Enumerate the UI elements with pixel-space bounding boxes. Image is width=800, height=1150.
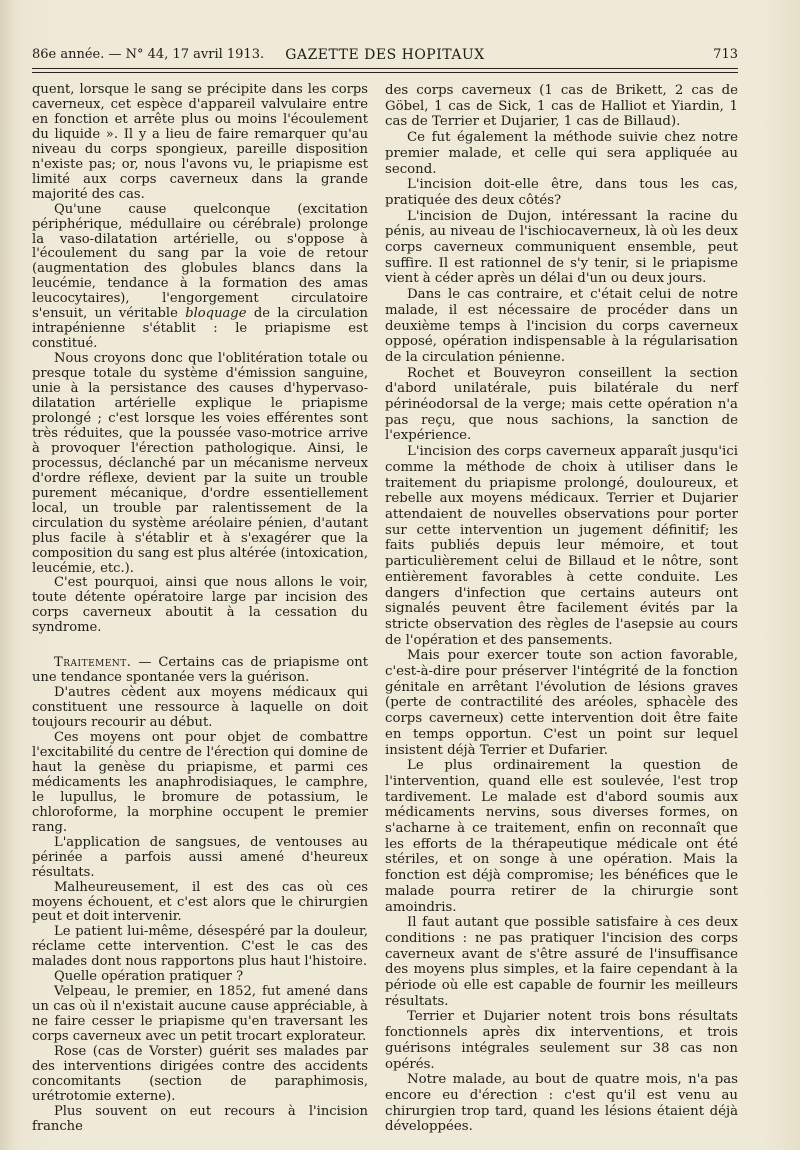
paragraph: Ces moyens ont pour objet de combattre l'excitabilité du centre de l'érection qui domine de haut la genèse du priapisme, et parmi ces médicaments les anaphrodisiaques, le camphre, le lupullus, le bromure de potassium, le chloroforme, la morphine occupent le premier rang. [32,730,368,835]
emphasis: bloquage [185,306,247,322]
paragraph: Dans le cas contraire, et c'était celui de notre malade, il est nécessaire de procéder dans un deuxième temps à l'incision du corps caverneux opposé, opération indispensable à la régularisation de la circulation pénienne. [385,287,738,365]
paragraph: Quelle opération pratiquer ? [54,969,244,985]
paragraph: Il faut autant que possible satisfaire à ces deux conditions : ne pas pratiquer l'incision des corps caverneux avant de s'être assuré de l'insuffisance des moyens plus simples, et la faire cependant à la période où elle est capable de fournir les meilleurs résultats. [385,915,738,1009]
paragraph: des corps caverneux (1 cas de Brikett, 2 cas de Göbel, 1 cas de Sick, 1 cas de Halliot et Yiardin, 1 cas de Terrier et Dujarier, 1 cas de Billaud). [385,83,738,130]
paragraph: C'est pourquoi, ainsi que nous allons le voir, toute détente opératoire large par incision des corps caverneux aboutit à la cessation du syndrome. [32,575,368,636]
paragraph [32,203,368,353]
paragraph: Le plus ordinairement la question de l'intervention, quand elle est soulevée, l'est trop tardivement. Le malade est d'abord soumis aux médicaments nervins, sous diverses formes, on s'acharne à ce traitement, enfin on reconnaît que les efforts de la thérapeutique médicale ont été stériles, et on songe à une opération. Mais la fonction est déjà compromise; les bénéfices que le malade pourra retirer de la chirurgie sont amoindris. [385,758,738,915]
paragraph: L'application de sangsues, de ventouses au périnée a parfois aussi amené d'heureux résultats. [32,834,368,880]
section-heading: Traitement. [54,655,132,671]
paragraph: Terrier et Dujarier notent trois bons résultats fonctionnels après dix interventions, et trois guérisons intégrales seulement sur 38 cas non opérés. [385,1009,738,1072]
paragraph: Notre malade, au bout de quatre mois, n'a pas encore eu d'érection : c'est qu'il est venu au chirurgien trop tard, quand les lésions étaient déjà développées. [385,1072,738,1135]
paragraph: Nous croyons donc que l'oblitération totale ou presque totale du système d'émission sanguine, unie à la persistance des causes d'hypervaso-dilatation artérielle explique le priapisme prolongé ; c'est lorsque les voies efférentes sont très réduites, que la poussée vaso-motrice arrive à provoquer l'érection pathologique. Ainsi, le processus, déclanché par un mécanisme nerveux d'ordre réflexe, devient par la suite un trouble purement mécanique, d'ordre essentiellement local, un trouble par ralentissement de la circulation du système aréolaire pénien, d'autant plus facile à s'établir et à s'exagérer que la composition du sang est plus altérée (intoxication, leucémie, etc.). [32,351,368,576]
paragraph: Rose (cas de Vorster) guérit ses malades par des interventions dirigées contre des accidents concomitants (section de paraphimosis, urétrotomie externe). [32,1044,368,1104]
left-column [32,83,368,1135]
paragraph: L'incision doit-elle être, dans tous les cas, pratiquée des deux côtés? [385,177,738,208]
page-number: 713 [713,47,738,62]
paragraph: L'incision de Dujon, intéressant la racine du pénis, au niveau de l'ischiocaverneux, là où les deux corps caverneux communiquent ensemble, peut suffire. Il est rationnel de s'y tenir, si le priapisme vient à céder après un délai d'un ou deux jours. [385,208,738,287]
paragraph-text: de la circulation intrapénienne s'établit : le priapisme est constitué. [32,306,368,352]
header-rule-bottom [32,72,738,73]
right-column [385,83,738,1135]
paragraph: D'autres cèdent aux moyens médicaux qui constituent une ressource à laquelle on doit toujours recourir au début. [32,685,368,731]
paragraph: Velpeau, le premier, en 1852, fut amené dans un cas où il n'existait aucune cause appréciable, à ne faire cesser le priapisme qu'en traversant les corps caverneux avec un petit trocart explorateur. [32,984,368,1045]
section-paragraph [32,656,368,686]
page-header [32,47,738,67]
paragraph-text: — Certains cas de priapisme ont une tendance spontanée vers la guérison. [32,655,368,686]
paragraph: Malheureusement, il est des cas où ces moyens échouent, et c'est alors que le chirurgien peut et doit intervenir. [32,879,368,925]
issue-info: 86e année. — N° 44, 17 avril 1913. [32,47,265,62]
paragraph: quent, lorsque le sang se précipite dans les corps caverneux, cet espèce d'appareil valvulaire entre en fonction et arrête plus ou moins l'écoulement du liquide ». Il y a lieu de faire remarquer qu'au niveau du corps spongieux, pareille disposition n'existe pas; or, nous l'avons vu, le priapisme est limité aux corps caverneux dans la grande majorité des cas. [32,82,368,202]
paragraph: L'incision des corps caverneux apparaît jusqu'ici comme la méthode de choix à utiliser dans le traitement du priapisme prolongé, douloureux, et rebelle aux moyens médicaux. Terrier et Dujarier attendaient de nouvelles observations pour porter sur cette intervention un jugement définitif; les faits publiés depuis leur mémoire, et tout particulièrement celui de Billaud et le nôtre, sont entièrement favorables à cette conduite. Les dangers d'infection que certains auteurs ont signalés peuvent être facilement évités par la stricte observation des règles de l'asepsie au cours de l'opération et des pansements. [385,444,738,648]
journal-title: GAZETTE DES HOPITAUX [285,47,485,63]
paragraph-text: Qu'une cause quelconque (excitation périphérique, médullaire ou cérébrale) prolonge la vaso-dilatation artérielle, ou s'oppose à l'écoulement du sang par la voie de retour (augmentation des globules blancs dans la leucémie, tendance à la formation des amas leucocytaires), l'engorgement circulatoire s'ensuit, un véritable [32,201,368,322]
paragraph: Rochet et Bouveyron conseillent la section d'abord unilatérale, puis bilatérale du nerf périnéodorsal de la verge; mais cette opération n'a pas reçu, que nous sachions, la sanction de l'expérience. [385,365,738,444]
paragraph: Ce fut également la méthode suivie chez notre premier malade, et celle qui sera appliquée au second. [385,130,738,177]
paragraph: Plus souvent on eut recours à l'incision franche [32,1103,368,1134]
paragraph: Le patient lui-même, désespéré par la douleur, réclame cette intervention. C'est le cas des malades dont nous rapportons plus haut l'histoire. [32,924,368,970]
header-rule-top [32,68,738,69]
paragraph: Mais pour exercer toute son action favorable, c'est-à-dire pour préserver l'intégrité de la fonction génitale en arrêtant l'évolution de lésions graves (perte de contractilité des aréoles, sphacèle des corps caverneux) cette intervention doit être faite en temps opportun. C'est un point sur lequel insistent déjà Terrier et Dufarier. [385,648,738,758]
